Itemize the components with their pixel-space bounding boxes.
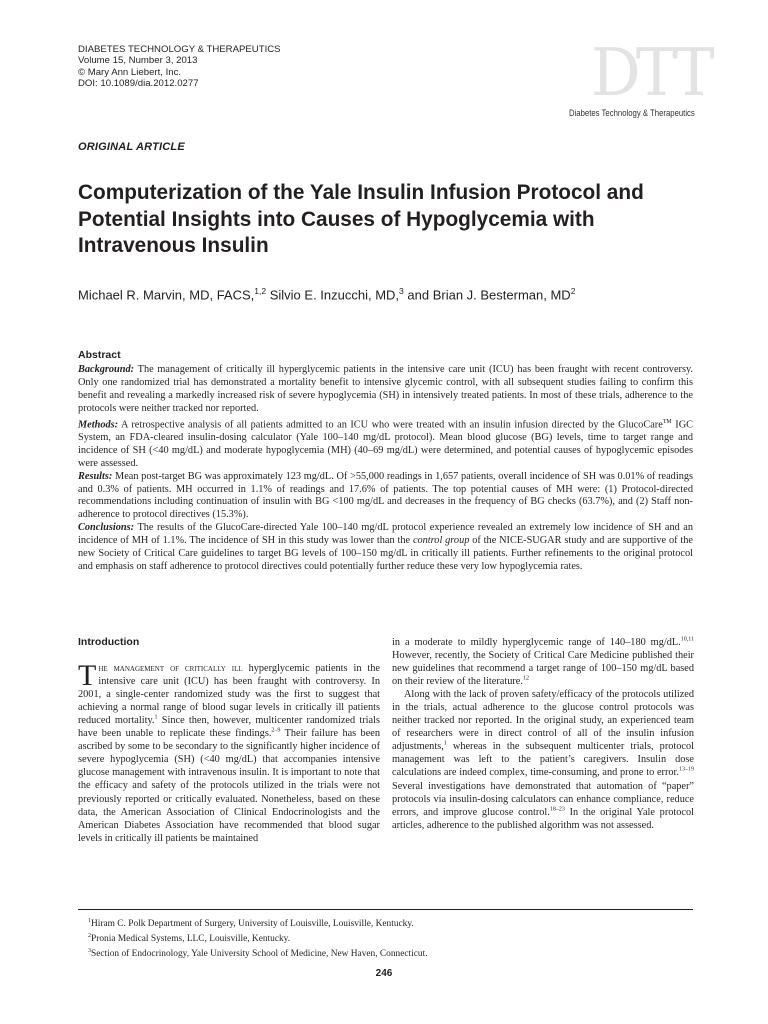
intro-paragraph-1-continued (392, 636, 694, 688)
paragraph-text: Several investigations have demonstrated that automation of “paper” protocols via insulin-dosing calculators can enhance compliance, reduce errors, and improve glucose control. (392, 780, 694, 818)
footnote (88, 945, 428, 960)
journal-copyright: © Mary Ann Liebert, Inc. (78, 66, 182, 78)
citation-lead (392, 637, 694, 648)
logo-subtitle: Diabetes Technology & Therapeutics (569, 108, 695, 118)
abstract-heading: Abstract (78, 349, 121, 361)
author-name: Brian J. Besterman, MD (432, 287, 571, 303)
footnote (88, 915, 428, 930)
footnote (88, 930, 428, 945)
citation: 1 (443, 740, 447, 747)
footnote-text: Section of Endocrinology, Yale University School of Medicine, New Haven, Connecticut. (91, 949, 428, 960)
footnote-text: Hiram C. Polk Department of Surgery, University of Louisville, Louisville, Kentucky. (91, 919, 414, 930)
citation: 13–19 (679, 767, 694, 774)
author-separator: and (403, 287, 433, 303)
results-label: Results: (78, 470, 113, 482)
drop-cap: T (78, 659, 97, 693)
footnote-divider (78, 909, 693, 910)
paragraph-text: Their failure has been ascribed by some to be secondary to the significantly higher incidence of severe hypoglycemia (SH) (<40 mg/dL) that accompanies intensive glucose management with intravenous insulin. It is important to note that the efficacy and safety of the protocols utilized in the trials were not previously reported or critically evaluated. Nonetheless, based on these data, the American Association of Clinical Endocrinologists and the American Diabetes Association have recommended that blood sugar levels in critically ill patients be maintained (78, 728, 380, 844)
conclusions-emphasis: control group (412, 535, 470, 547)
journal-name: DIABETES TECHNOLOGY & THERAPEUTICS (78, 44, 281, 55)
paragraph-text: In the original Yale protocol articles, adherence to the published algorithm was not assessed. (392, 806, 694, 831)
trademark-mark: TM (662, 418, 672, 425)
author-affiliation: 1,2 (254, 286, 267, 296)
citation: 10,11 (680, 636, 694, 643)
article-title: Computerization of the Yale Insulin Infusion Protocol and Potential Insights into Causes of Hypoglycemia with Intravenous Insulin (78, 181, 644, 257)
citation: 18–23 (549, 806, 565, 813)
journal-doi: DOI: 10.1089/dia.2012.0277 (78, 78, 199, 90)
citation: 2–9 (271, 727, 281, 734)
footnote-number: 2 (88, 933, 91, 940)
citation: 12 (522, 675, 529, 682)
journal-header (78, 44, 281, 90)
author-name: Silvio E. Inzucchi, MD, (269, 287, 400, 303)
abstract-background (78, 364, 693, 416)
body-column-right (392, 636, 694, 832)
paragraph-text: Along with the lack of proven safety/efficacy of the protocols utilized in the trials, actual adherence to the glucose control protocols was neither tracked nor reported. In the original study, an experienced team of researchers were in direct control of all of the insulin infusion adjustments, (392, 689, 694, 753)
methods-label: Methods: (78, 419, 119, 431)
footnote-number: 1 (88, 918, 91, 924)
paragraph-text: whereas in the subsequent multicenter trials, protocol management was left to the patient’s caregivers. Insulin dose calculations are indeed complex, time-consuming, and prone to error. (392, 741, 694, 779)
conclusions-text: The results of the GlucoCare-directed Yale 100–140 mg/dL protocol experience revealed an extremely low incidence of SH and an incidence of MH of 1.1%. The incidence of SH in this study was lower than the (78, 522, 694, 547)
affiliation-footnotes (88, 915, 428, 960)
author-affiliation: 3 (399, 286, 404, 296)
paragraph-text: hyperglycemic patients in the intensive care unit (ICU) has been fraught with controversy. In 2001, a single-center randomized study was the first to suggest that achieving a normal range of blood sugar levels in critically ill patients reduced mortality. (78, 663, 380, 727)
intro-paragraph-1 (78, 659, 380, 845)
logo-mark: DTT (591, 33, 710, 112)
conclusions-label: Conclusions: (78, 522, 135, 534)
paragraph-text: However, recently, the Society of Critical Care Medicine published their new guidelines that recommend a target range of 100–150 mg/dL based on their review of the literature. (392, 650, 694, 688)
methods-text: IGC System, an FDA-cleared insulin-dosing calculator (Yale 100–140 mg/dL protocol). Mean blood glucose (BG) levels, time to target range and incidence of SH (<40 mg/dL) and moderate hypoglycemia (MH) (40–69 mg/dL) were determined, and potential causes of hypoglycemic episodes were assessed. (78, 419, 693, 469)
article-type: ORIGINAL ARTICLE (78, 141, 185, 153)
journal-volume: Volume 15, Number 3, 2013 (78, 55, 198, 67)
abstract-conclusions (78, 522, 693, 574)
abstract-methods (78, 416, 693, 471)
abstract-body (78, 364, 693, 574)
results-text: Mean post-target BG was approximately 123 mg/dL. Of >55,000 readings in 1,657 patients, overall incidence of SH was 0.01% of readings and 0.3% of patients. MH occurred in 1.1% of readings and 17.6% of patients. The top potential causes of MH were: (1) Protocol-directed recommendations including continuation of insulin with BG <100 mg/dL and decreases in the frequency of BG checks (63.7%), and (2) Staff non-adherence to protocol directives (15.3%). (78, 470, 693, 521)
paragraph-text: Since then, however, multicenter randomized trials have been unable to replicate these findings. (78, 715, 380, 740)
intro-paragraph-2 (392, 688, 694, 832)
author-affiliation: 2 (570, 286, 576, 296)
abstract-results (78, 471, 693, 523)
methods-text: A retrospective analysis of all patients admitted to an ICU who were treated with an insulin infusion directed by the GlucoCare (120, 419, 663, 431)
citation: 1 (154, 714, 158, 721)
section-heading-introduction: Introduction (78, 636, 140, 648)
conclusions-text: of the NICE-SUGAR study and are supportive of the new Society of Critical Care guidelines to target BG levels of 100–150 mg/dL in critically ill patients. Further refinements to the original protocol and emphasis on staff adherence to protocol directives could potentially further reduce these very low hypoglycemia rates. (78, 535, 694, 573)
page-number: 246 (375, 968, 393, 979)
footnote-text: Pronia Medical Systems, LLC, Louisville, Kentucky. (91, 934, 291, 945)
paragraph-text: in a moderate to mildly hyperglycemic range of 140–180 mg/dL. (392, 637, 681, 648)
body-column-left (78, 636, 380, 845)
journal-logo (566, 33, 710, 124)
author-list (78, 286, 575, 302)
background-text: The management of critically ill hyperglycemic patients in the intensive care unit (ICU) has been fraught with recent controversy. Only one randomized trial has demonstrated a mortality benefit to intensive glycemic control, with all subsequent studies failing to confirm this benefit and revealing a markedly increased risk of severe hypoglycemia (SH) in intensively treated patients. In most of these trials, adherence to the protocols were neither tracked nor reported. (78, 364, 694, 414)
author-name: Michael R. Marvin, MD, FACS, (78, 287, 255, 303)
background-label: Background: (78, 364, 135, 375)
lead-smallcaps: he management of critically ill (98, 663, 243, 675)
footnote-number: 3 (88, 948, 91, 955)
